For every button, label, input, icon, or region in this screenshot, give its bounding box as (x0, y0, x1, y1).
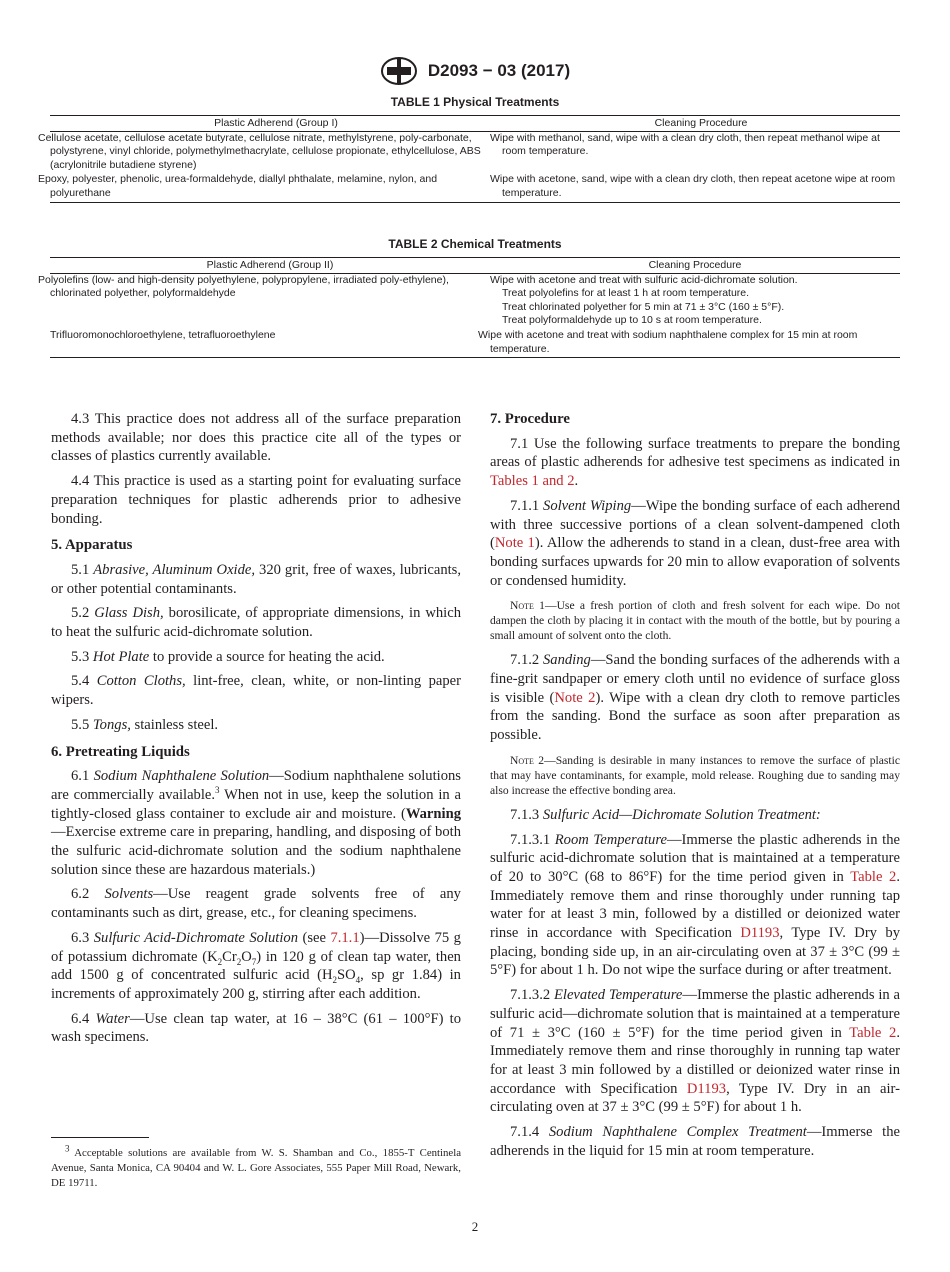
left-column (51, 410, 461, 1053)
table-row (50, 273, 900, 329)
table2-procedure-cell (490, 273, 900, 329)
table2-procedure: Wipe with acetone and treat with sulfuric acid-dichromate solution. (490, 273, 798, 286)
paragraph-7-1-3-2: 7.1.3.2 Elevated Temperature—Immerse the plastic adherends in a sulfuric acid—dichromate solution that is maintained at a temperature of 71 ± 3°C (160 ± 5°F) for the time period given in Table 2. Immediately remove them and rinse thoroughly in running tap water for at least 3 min followed by a distilled or deionized water rinse in accordance with Specification D1193, Type IV. Dry in an air-circulating oven at 37 ± 3°C (99 ± 5°F) for about 1 h. (490, 987, 900, 1116)
paragraph-6-1: 6.1 Sodium Naphthalene Solution—Sodium naphthalene solutions are commercially available.$^3$ When not in use, keep the solution in a tightly-closed glass container to exclude air and moisture. (Warning—Exercise extreme care in preparing, handling, and disposing of both the sulfuric acid-dichromate solution and the sodium naphthalene solution since these are hazardous materials.) (51, 768, 461, 878)
warning-label: Warning (405, 805, 461, 822)
link-note-2[interactable]: Note 2 (554, 689, 596, 706)
page-header (0, 56, 950, 86)
table2-col2-header: Cleaning Procedure (490, 258, 900, 274)
link-d1193[interactable]: D1193 (686, 1080, 727, 1097)
footnote-divider (51, 1137, 149, 1138)
table2-procedure: Wipe with acetone and treat with sodium naphthalene complex for 15 min at room temperature. (478, 328, 858, 355)
section-6-heading: 6. Pretreating Liquids (51, 743, 190, 760)
paragraph-5-3: 5.3 Hot Plate to provide a source for heating the acid. (71, 648, 385, 665)
paragraph-7-1: 7.1 Use the following surface treatments to prepare the bonding areas of plastic adherends for adhesive test specimens as indicated in Tables 1 and 2. (490, 435, 900, 490)
link-note-1[interactable]: Note 1 (494, 535, 535, 552)
table1-col1-header: Plastic Adherend (Group I) (50, 116, 502, 132)
paragraph-4-4: 4.4 This practice is used as a starting point for evaluating surface preparation techniques for plastic adherends prior to adhesive bonding. (51, 473, 461, 527)
paragraph-6-4: 6.4 Water—Use clean tap water, at 16 – 38°C (61 – 100°F) to wash specimens. (51, 1010, 461, 1046)
table1-procedure: Wipe with methanol, sand, wipe with a clean dry cloth, then repeat methanol wipe at room temperature. (490, 131, 880, 158)
table2-procedure-sub: Treat chlorinated polyether for 5 min at 71 ± 3°C (160 ± 5°F). (502, 300, 785, 313)
paragraph-7-1-3: 7.1.3 Sulfuric Acid—Dichromate Solution Treatment: (510, 806, 821, 823)
link-table-2[interactable]: Table 2 (850, 868, 897, 885)
paragraph-7-1-2: 7.1.2 Sanding—Sand the bonding surfaces of the adherends with a fine-grit sandpaper or emery cloth until no evidence of surface gloss is visible (Note 2). Wipe with a clean dry cloth to remove particles from the sanding. Bond the surface as soon after preparation as possible. (490, 652, 900, 744)
paragraph-7-1-1: 7.1.1 Solvent Wiping—Wipe the bonding surface of each adherend with three successive portions of a clean solvent-dampened cloth (Note 1). Allow the adherends to stand in a clean, dust-free area with bonding surfaces upwards for 20 min to allow evaporation of solvents or condensed humidity. (490, 497, 900, 589)
table2-adherend: Trifluoromonochloroethylene, tetrafluoroethylene (50, 328, 276, 341)
table2-col1-header: Plastic Adherend (Group II) (50, 258, 490, 274)
table2 (38, 257, 900, 358)
table2-title: TABLE 2 Chemical Treatments (388, 237, 562, 251)
table-row (50, 173, 900, 202)
table1-procedure: Wipe with acetone, sand, wipe with a clean dry cloth, then repeat acetone wipe at room temperature. (490, 173, 896, 199)
paragraph-6-3: 6.3 Sulfuric Acid-Dichromate Solution (see 7.1.1)—Dissolve 75 g of potassium dichromate $(K_2Cr_2O_7)$ in 120 g of clean tap water, then add 1500 g of concentrated sulfuric acid ($H_2SO_4$, sp gr 1.84) in increments of approximately 200 g, stirring after each addition. (51, 929, 461, 1002)
note-2: Note 2—Sanding is desirable in many instances to remove the surface of plastic that may have contaminants, for example, mold release. Roughing due to sanding may also increase the effective bonding area. (490, 753, 901, 797)
table2-procedure-sub: Treat polyformaldehyde up to 10 s at room temperature. (502, 314, 762, 327)
section-5-heading: 5. Apparatus (51, 537, 133, 554)
paragraph-7-1-3-1: 7.1.3.1 Room Temperature—Immerse the plastic adherends in the sulfuric acid-dichromate solution that is maintained at a temperature of 20 to 30°C (68 to 86°F) for the time period given in Table 2. Immediately remove them and rinse thoroughly under running tap water for at least 3 min, followed by a distilled or deionized water rinse in accordance with Specification D1193, Type IV. Dry by placing, bonding side up, in an air-circulating oven at 37 ± 3°C (99 ± 5°F) for about 1 h. Do not wipe the surface during or after treatment. (490, 831, 901, 979)
table2-adherend: Polyolefins (low- and high-density polyethylene, polypropylene, irradiated poly-ethylene), chlorinated polyether, polyformaldehyde (38, 273, 449, 300)
footnote: $^3$ Acceptable solutions are available from W. S. Shamban and Co., 1855-T Centinela Avenue, Santa Monica, CA 90404 and W. L. Gore Associates, 555 Paper Mill Road, Newark, DE 19711. (51, 1143, 461, 1189)
table-row (50, 329, 900, 358)
link-7-1-1[interactable]: 7.1.1 (330, 929, 360, 946)
paragraph-7-1-4: 7.1.4 Sodium Naphthalene Complex Treatment—Immerse the adherends in the liquid for 15 min at room temperature. (490, 1124, 900, 1159)
section-7-heading: 7. Procedure (490, 411, 570, 427)
table1-col2-header: Cleaning Procedure (502, 116, 900, 132)
paragraph-4-3: 4.3 This practice does not address all of the surface preparation methods available; nor does this practice cite all of the types or classes of plastics currently available. (51, 411, 461, 465)
link-d1193[interactable]: D1193 (740, 925, 780, 942)
paragraph-5-2: 5.2 Glass Dish, borosilicate, of appropriate dimensions, in which to heat the sulfuric acid-dichromate solution. (51, 605, 462, 641)
paragraph-6-2: 6.2 Solvents—Use reagent grade solvents free of any contaminants such as dirt, grease, etc., for cleaning specimens. (51, 886, 461, 922)
paragraph-5-4: 5.4 Cotton Cloths, lint-free, clean, white, or non-linting paper wipers. (51, 673, 462, 709)
link-table-2[interactable]: Table 2 (849, 1024, 897, 1041)
table-row (50, 131, 900, 173)
table2-procedure-sub: Treat polyolefins for at least 1 h at room temperature. (502, 287, 750, 300)
footnote-ref[interactable]: 3 (215, 785, 220, 796)
paragraph-5-5: 5.5 Tongs, stainless steel. (71, 716, 219, 733)
right-column (490, 410, 900, 1167)
paragraph-5-1: 5.1 Abrasive, Aluminum Oxide, 320 grit, free of waxes, lubricants, or other potential contaminants. (51, 561, 462, 597)
note-1: Note 1—Use a fresh portion of cloth and fresh solvent for each wipe. Do not dampen the cloth by placing it in contact with the mouth of the bottle, but by pouring a small amount of solvent onto the cloth. (490, 599, 900, 643)
standard-designation: D2093 − 03 (2017) (427, 61, 571, 80)
link-tables-1-2[interactable]: Tables 1 and 2 (490, 473, 575, 490)
table1-adherend: Cellulose acetate, cellulose acetate butyrate, cellulose nitrate, methylstyrene, poly-carbonate, polystyrene, vinyl chloride, polymethylmethacrylate, cellulose propionate, ethylcellulose, ABS (acrylonitrile butadiene styrene) (38, 131, 481, 171)
page-number: 2 (471, 1219, 479, 1234)
table1-adherend: Epoxy, polyester, phenolic, urea-formaldehyde, diallyl phthalate, melamine, nylon, and polyurethane (38, 173, 438, 199)
table1-title: TABLE 1 Physical Treatments (390, 95, 560, 109)
astm-logo-icon (380, 56, 418, 86)
table1 (38, 115, 900, 203)
